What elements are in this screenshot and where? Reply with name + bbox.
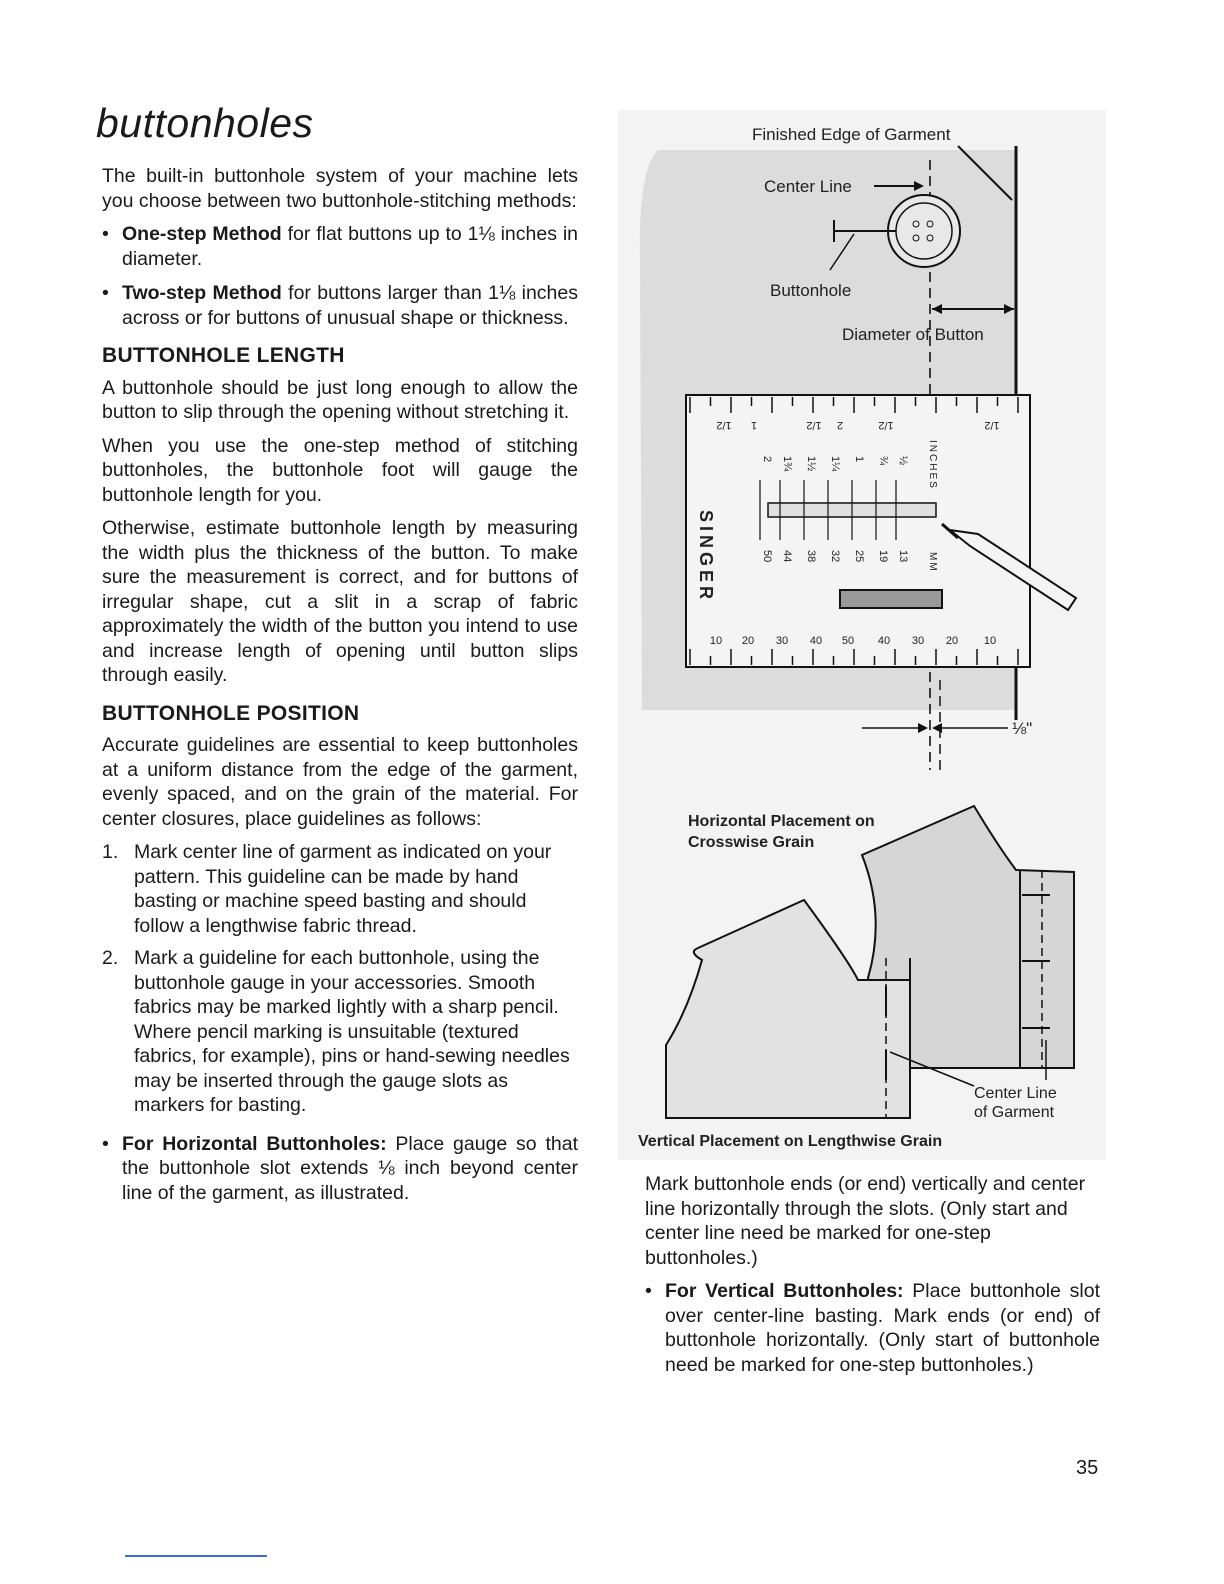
right-column — [645, 1172, 1100, 1389]
method-name: One-step Method — [122, 223, 282, 245]
center-garment-line-1: Center Line — [974, 1085, 1057, 1102]
vertical-list — [645, 1279, 1100, 1377]
gauge-bottom-label: 40 — [809, 635, 823, 647]
gauge-top-label: 1/2 — [984, 419, 1000, 431]
gauge-bottom-label: 50 — [841, 635, 855, 647]
gauge-top-label: 1/2 — [878, 419, 894, 431]
gauge-mm-label: 44 — [781, 550, 793, 563]
step-text: Mark center line of garment as indicated on your pattern. This guideline can be made by hand basting or machine speed basting and should follow a lengthwise fabric thread. — [134, 841, 552, 937]
gauge-bottom-label: 10 — [709, 635, 723, 647]
left-column — [102, 164, 578, 1217]
diameter-label: Diameter of Button — [842, 325, 984, 344]
method-text: for buttons larger than 1⅛ inches across or for buttons of unusual shape or thickness. — [122, 282, 578, 329]
gauge-inch-label: 1½ — [805, 456, 817, 472]
gauge-mm-label: 25 — [853, 550, 865, 563]
list-item — [102, 1132, 578, 1206]
steps-list — [102, 840, 578, 1118]
mark-paragraph: Mark buttonhole ends (or end) vertically and center line horizontally through the slots. (Only start and center line need be marked for one-step buttonholes.) — [645, 1173, 1086, 1269]
position-intro: Accurate guidelines are essential to keep buttonholes at a uniform distance from the edge of the garment, evenly spaced, and on the grain of the material. For center closures, place guidelines as follows: — [102, 734, 578, 830]
buttonhole-gauge-illustration — [618, 110, 1106, 1160]
gauge-inch-label: 1¼ — [829, 456, 841, 472]
gauge-brand: SINGER — [696, 510, 716, 604]
method-text: for flat buttons up to 1⅛ inches in diameter. — [122, 223, 578, 270]
gauge-bottom-label: 40 — [877, 635, 891, 647]
gauge-inch-label: 1¾ — [781, 456, 793, 472]
gauge-mm-label: 50 — [761, 550, 773, 563]
gauge-inch-label: 2 — [761, 456, 773, 463]
position-heading: BUTTONHOLE POSITION — [102, 701, 360, 725]
horizontal-caption-line-2: Crosswise Grain — [688, 834, 815, 851]
page-number: 35 — [1076, 1457, 1099, 1479]
gauge-inch-label: 1 — [853, 456, 865, 463]
step-number: 2. — [102, 947, 119, 969]
gauge-mm-label: 38 — [805, 550, 817, 563]
horizontal-text: Place gauge so that the buttonhole slot extends ⅛ inch beyond center line of the garment, as illustrated. — [122, 1132, 578, 1204]
eighth-label: ⅛" — [1012, 719, 1033, 738]
gauge-mm-label: MM — [927, 552, 938, 573]
footer-line — [125, 1555, 267, 1557]
list-item — [102, 281, 578, 330]
gauge-inch-label: ¾ — [877, 456, 889, 466]
mm-marks — [761, 550, 909, 562]
vertical-caption: Vertical Placement on Lengthwise Grain — [638, 1133, 943, 1150]
method-name: Two-step Method — [122, 282, 282, 304]
vertical-label: For Vertical Buttonholes: — [665, 1280, 904, 1302]
center-garment-line-2: of Garment — [974, 1104, 1055, 1121]
gauge-bottom-label: 30 — [775, 635, 789, 647]
step-number: 1. — [102, 841, 119, 863]
gauge-mm-label: 19 — [877, 550, 889, 563]
gauge-top-label: 1/2 — [806, 419, 822, 431]
length-paragraph: When you use the one-step method of stitching buttonholes, the buttonhole foot will gauge the buttonhole length for you. — [102, 434, 578, 506]
gauge-bottom-label: 20 — [741, 635, 755, 647]
list-item — [102, 222, 578, 271]
finished-edge-label: Finished Edge of Garment — [752, 125, 951, 144]
length-heading: BUTTONHOLE LENGTH — [102, 344, 345, 367]
gauge-bottom-label: 30 — [911, 635, 925, 647]
gauge-ladder — [760, 480, 896, 540]
length-paragraph: A buttonhole should be just long enough to allow the button to slip through the opening without stretching it. — [102, 376, 578, 423]
illustration-svg — [618, 110, 1106, 1160]
center-line-label: Center Line — [764, 177, 852, 196]
gauge-bottom-label: 20 — [945, 635, 959, 647]
step-text: Mark a guideline for each buttonhole, using the buttonhole gauge in your accessories. Smooth fabrics may be marked lightly with a sharp pencil. Where pencil marking is unsuitable (textured fabrics, for example), pins or hand-sewing needles may be inserted through the gauge slots as markers for basting. — [134, 947, 570, 1116]
list-item — [102, 946, 578, 1118]
gauge-mm-label: 13 — [897, 550, 909, 563]
button-circle — [888, 195, 960, 267]
gauge-bottom-scale — [710, 635, 996, 647]
gauge-bottom-label: 10 — [983, 635, 997, 647]
horizontal-caption-line-1: Horizontal Placement on — [688, 813, 875, 830]
gauge-top-label: 1 — [750, 419, 758, 431]
horizontal-label: For Horizontal Buttonholes: — [122, 1132, 387, 1155]
length-paragraph: Otherwise, estimate buttonhole length by measuring the width plus the thickness of the button. To make sure the measurement is correct, and for buttons of irregular shape, cut a slit in a scrap of fabric approximately the width of the button you intend to use and increase length of opening until button slips through easily. — [102, 517, 578, 686]
gauge-mm-label: 32 — [829, 550, 841, 563]
list-item — [102, 840, 578, 938]
vertical-text: Place buttonhole slot over center-line basting. Mark ends (or end) of buttonhole horizontally. (Only start of buttonhole need be marked for one-step buttonholes.) — [665, 1280, 1100, 1376]
gauge-body — [686, 395, 1030, 667]
gauge-top-label: 2 — [836, 419, 844, 431]
gauge-top-label: 1/2 — [716, 419, 732, 431]
gauge-rect-slot — [840, 590, 942, 608]
list-item — [645, 1279, 1100, 1377]
gauge-inch-label: ½ — [897, 456, 909, 466]
page-title: buttonholes — [96, 100, 314, 146]
buttonhole-label: Buttonhole — [770, 281, 852, 300]
intro-paragraph: The built-in buttonhole system of your machine lets you choose between two buttonhole-stitching methods: — [102, 165, 578, 212]
methods-list — [102, 222, 578, 330]
gauge-inches-label: INCHES — [927, 440, 938, 490]
horizontal-list — [102, 1132, 578, 1206]
